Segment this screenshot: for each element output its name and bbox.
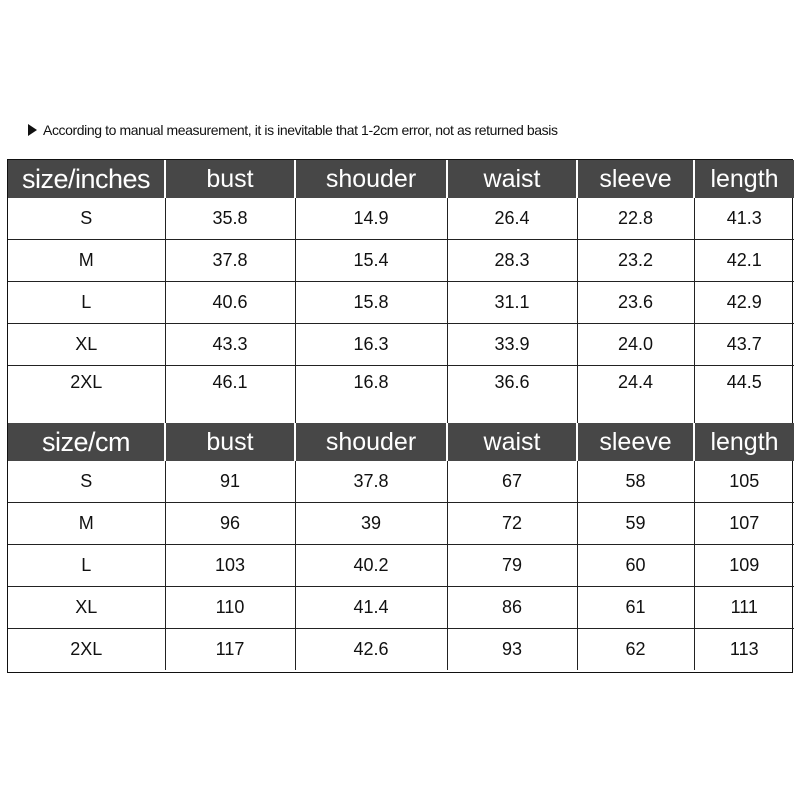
size-table — [8, 160, 794, 670]
table-cell: 67 — [447, 461, 577, 503]
play-triangle-icon — [28, 124, 37, 136]
table-cell: S — [8, 461, 165, 503]
table-cell: M — [8, 503, 165, 545]
table-cell: 109 — [694, 545, 794, 587]
cm-header-waist: waist — [447, 423, 577, 461]
table-cell: 41.3 — [694, 198, 794, 240]
cm-header-sleeve: sleeve — [577, 423, 694, 461]
table-row — [8, 324, 794, 366]
table-cell: M — [8, 240, 165, 282]
table-cell: 86 — [447, 587, 577, 629]
cm-header-shoulder: shouder — [295, 423, 447, 461]
table-row — [8, 461, 794, 503]
table-row — [8, 503, 794, 545]
table-row — [8, 282, 794, 324]
table-cell: 59 — [577, 503, 694, 545]
table-cell: 26.4 — [447, 198, 577, 240]
table-cell: 16.3 — [295, 324, 447, 366]
table-cell: 61 — [577, 587, 694, 629]
measurement-note-text: According to manual measurement, it is inevitable that 1-2cm error, not as returned basis — [43, 122, 558, 138]
table-cell: 60 — [577, 545, 694, 587]
table-row — [8, 366, 794, 424]
cm-header-size: size/cm — [8, 423, 165, 461]
table-cell: 93 — [447, 629, 577, 671]
inches-header-sleeve: sleeve — [577, 160, 694, 198]
table-cell: XL — [8, 587, 165, 629]
inches-header-shoulder: shouder — [295, 160, 447, 198]
table-cell: 107 — [694, 503, 794, 545]
table-cell: 35.8 — [165, 198, 295, 240]
table-cell: 42.6 — [295, 629, 447, 671]
table-cell: 91 — [165, 461, 295, 503]
table-cell: 41.4 — [295, 587, 447, 629]
inches-header-length: length — [694, 160, 794, 198]
table-row — [8, 587, 794, 629]
table-cell: 23.6 — [577, 282, 694, 324]
table-row — [8, 545, 794, 587]
table-row — [8, 629, 794, 671]
cm-header-bust: bust — [165, 423, 295, 461]
table-cell: 44.5 — [726, 372, 762, 392]
table-cell: 105 — [694, 461, 794, 503]
table-cell: 46.1 — [165, 366, 295, 424]
table-cell: 37.8 — [165, 240, 295, 282]
table-cell: 113 — [729, 639, 759, 659]
table-cell: 40.6 — [165, 282, 295, 324]
table-cell: 79 — [447, 545, 577, 587]
inches-header-size: size/inches — [8, 160, 165, 198]
inches-header-waist: waist — [447, 160, 577, 198]
table-cell: 2XL — [8, 366, 165, 424]
table-cell: 23.2 — [577, 240, 694, 282]
table-cell: 33.9 — [447, 324, 577, 366]
table-cell: 37.8 — [295, 461, 447, 503]
table-cell: 36.6 — [447, 366, 577, 424]
table-cell: 40.2 — [295, 545, 447, 587]
table-cell: 15.8 — [295, 282, 447, 324]
table-cell: S — [8, 198, 165, 240]
cm-header-length: length — [694, 423, 794, 461]
table-cell: 24.0 — [577, 324, 694, 366]
table-cell: 43.3 — [165, 324, 295, 366]
table-cell: 110 — [165, 587, 295, 629]
table-cell: 42.1 — [694, 240, 794, 282]
table-cell: L — [8, 545, 165, 587]
table-cell: 16.8 — [295, 366, 447, 424]
cm-header-row — [8, 423, 794, 461]
table-cell: 22.8 — [577, 198, 694, 240]
table-cell: XL — [8, 324, 165, 366]
table-row — [8, 198, 794, 240]
table-cell: 111 — [694, 587, 794, 629]
table-cell: 39 — [295, 503, 447, 545]
table-cell: 58 — [577, 461, 694, 503]
table-cell: 14.9 — [295, 198, 447, 240]
table-cell: 2XL — [8, 629, 165, 671]
inches-header-bust: bust — [165, 160, 295, 198]
measurement-note — [28, 122, 558, 138]
table-cell: L — [8, 282, 165, 324]
table-cell: 43.7 — [694, 324, 794, 366]
table-cell: 28.3 — [447, 240, 577, 282]
table-cell: 24.4 — [577, 366, 694, 424]
table-cell: 72 — [447, 503, 577, 545]
table-cell: 15.4 — [295, 240, 447, 282]
table-cell: 103 — [165, 545, 295, 587]
table-cell: 62 — [577, 629, 694, 671]
table-cell: 42.9 — [694, 282, 794, 324]
table-row — [8, 240, 794, 282]
size-chart — [7, 159, 793, 673]
table-cell: 117 — [165, 629, 295, 671]
table-cell: 31.1 — [447, 282, 577, 324]
inches-header-row — [8, 160, 794, 198]
table-cell: 96 — [165, 503, 295, 545]
